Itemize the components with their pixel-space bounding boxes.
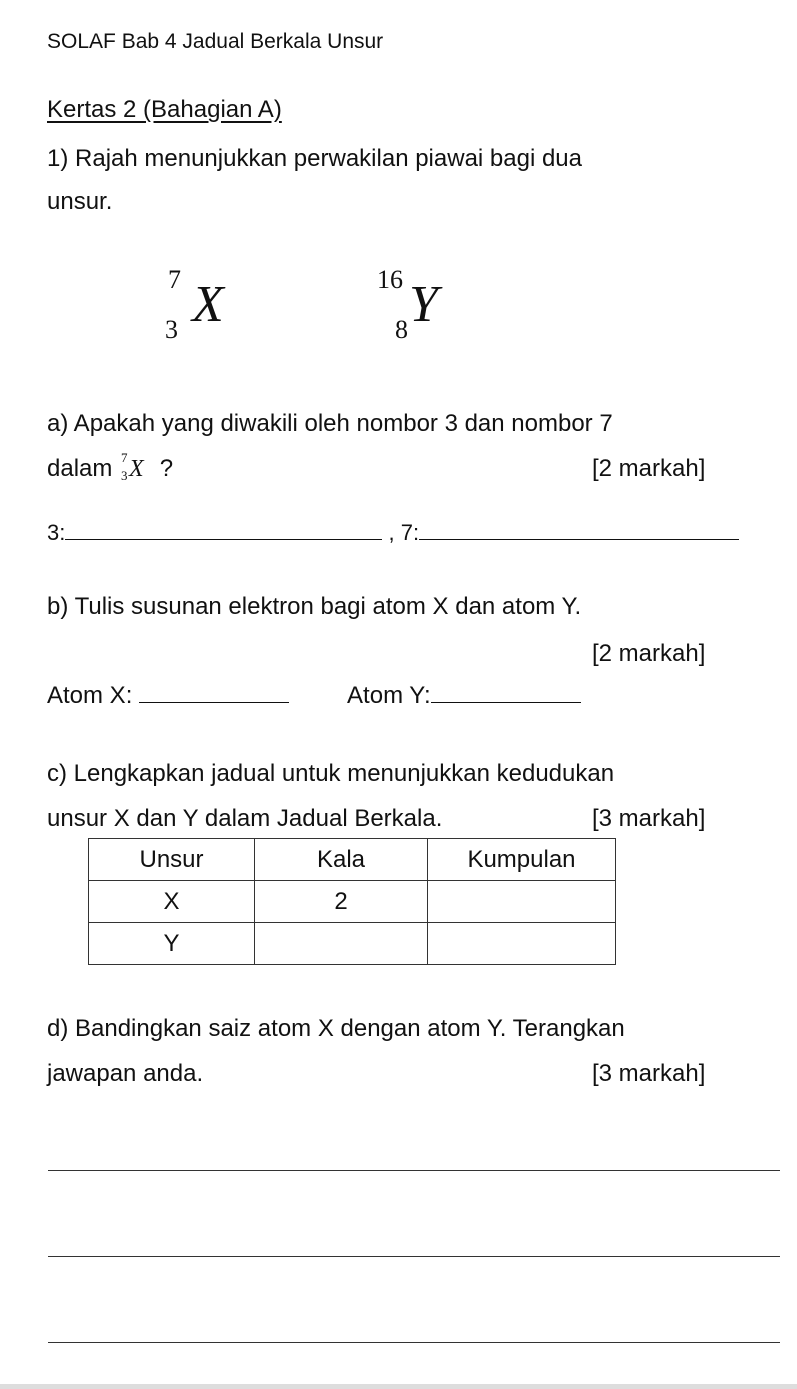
marks-b: [2 markah] [592,640,706,667]
cell[interactable]: 2 [255,881,428,923]
answer-line[interactable] [48,1256,780,1257]
cell[interactable] [428,881,616,923]
marks-a: [2 markah] [592,455,706,482]
periodic-position-table [88,838,616,965]
question-c-text: c) Lengkapkan jadual untuk menunjukkan kedudukan [47,760,615,787]
cell[interactable] [255,923,428,965]
mass-number: 16 [377,265,403,294]
text: dalam [47,455,113,482]
text: ? [159,455,174,482]
question-a-text: a) Apakah yang diwakili oleh nombor 3 dan nombor 7 [47,410,613,437]
marks-c: [3 markah] [592,805,706,832]
question-a-text-2 [47,449,174,483]
question-1-text-2: unsur. [47,188,113,215]
header-cell: Unsur [89,839,255,881]
proton-number: 8 [395,315,408,344]
proton-number: 3 [165,315,178,344]
document-header: SOLAF Bab 4 Jadual Berkala Unsur [47,30,384,53]
answer-line[interactable] [48,1170,780,1171]
answer-a: 3: , 7: [47,520,739,546]
section-title: Kertas 2 (Bahagian A) [47,96,282,123]
element-symbol: X [192,276,224,333]
cell[interactable] [428,923,616,965]
question-d-text: d) Bandingkan saiz atom X dengan atom Y. Terangkan [47,1015,625,1042]
answer-b: Atom X: Atom Y: [47,682,581,710]
header-cell: Kumpulan [428,839,616,881]
cell: X [89,881,255,923]
atom-x-blank[interactable] [139,702,289,703]
question-b-text: b) Tulis susunan elektron bagi atom X dan atom Y. [47,593,582,620]
table-row [89,923,616,965]
question-d-text-2: jawapan anda. [47,1060,204,1087]
table-header-row [89,839,616,881]
answer-3-blank[interactable] [65,539,382,540]
nuclide-x-inline: 7 3 X [121,449,144,483]
atom-y-blank[interactable] [431,702,581,703]
answer-7-blank[interactable] [419,539,739,540]
element-symbol: Y [409,276,438,333]
page-bottom-edge [0,1384,797,1389]
marks-d: [3 markah] [592,1060,706,1087]
answer-line[interactable] [48,1342,780,1343]
question-1-text: 1) Rajah menunjukkan perwakilan piawai bagi dua [47,145,582,172]
mass-number: 7 [168,265,181,294]
header-cell: Kala [255,839,428,881]
cell: Y [89,923,255,965]
question-c-text-2: unsur X dan Y dalam Jadual Berkala. [47,805,443,832]
table-row [89,881,616,923]
